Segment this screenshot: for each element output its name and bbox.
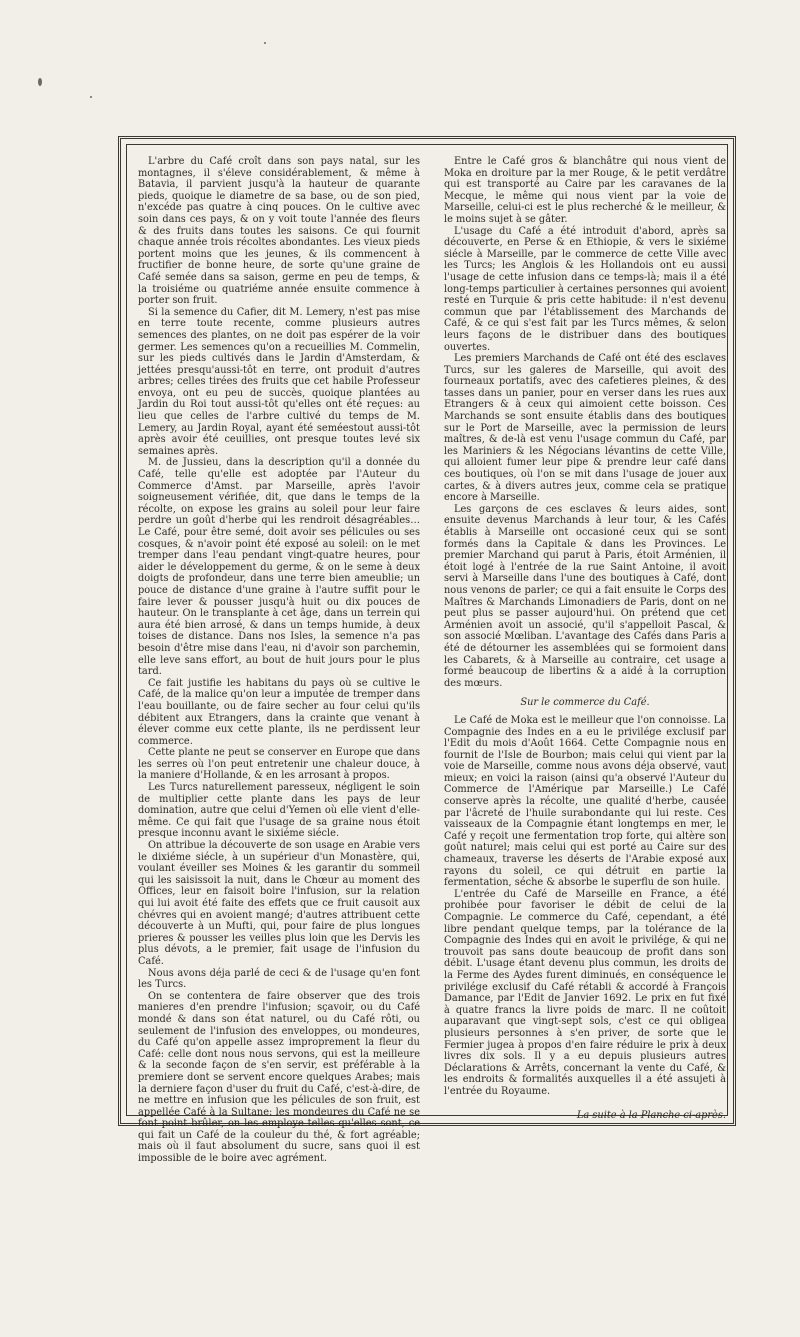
paragraph: Le Café de Moka est le meilleur que l'on connoisse. La Compagnie des Indes en a eu le privilége exclusif par l'Edit du mois d'Août 1664. Cette Compagnie nous en fournit de l'Isle de Bourbon; mais celui qui vient par la voie de Marseille, comme nous avons déja observé, vaut mieux; en voici la raison (ainsi qu'a observé l'Auteur du Commerce de l'Amérique par Marseille.) Le Café conserve après la récolte, une qualité d'herbe, causée par l'âcreté de l'huile surabondante qui lui reste. Ces vaisseaux de la Compagnie étant longtemps en mer, le Café y reçoit une fermentation trop forte, qui altère son goût naturel; mais celui qui est porté au Caire sur des chameaux, traverse les déserts de l'Arabie exposé aux rayons du soleil, ce qui détruit en partie la fermentation, séche & absorbe le superflu de son huile.	[444, 714, 726, 889]
ink-speck	[90, 96, 92, 98]
paragraph: Les garçons de ces esclaves & leurs aides, sont ensuite devenus Marchands à leur tour, & les Cafés établis à Marseille ont occasioné ceux qui se sont formés dans la Capitale & dans les Provinces. Le premier Marchand qui parut à Paris, étoit Arménien, il étoit logé à l'entrée de la rue Saint Antoine, il avoit servi à Marseille dans l'une des boutiques à Café, dont nous venons de parler; ce qui a fait ensuite le Corps des Maîtres & Marchands Limonadiers de Paris, dont on ne peut plus se passer aujourd'hui. On prétend que cet Arménien avoit un associé, qu'il s'appelloit Pascal, & son associé Mœliban. L'avantage des Cafés dans Paris a été de détourner les assemblées qui se formoient dans les Cabarets, & à Marseille au contraire, cet usage a formé beaucoup de libertins & a aidé à la corruption des mœurs.	[444, 503, 726, 689]
paragraph: M. de Jussieu, dans la description qu'il a donnée du Café, telle qu'elle est adoptée par l'Auteur du Commerce d'Amst. par Marseille, après l'avoir soigneusement vérifiée, dit, que dans le temps de la récolte, on expose les grains au soleil pour leur faire perdre un goût d'herbe qui les rendroit désagréables… Le Café, pour être semé, doit avoir ses pélicules ou ses cosques, & n'avoir point été exposé au soleil: on le met tremper dans l'eau pendant vingt-quatre heures, pour aider le développement du germe, & on le seme à deux doigts de profondeur, dans une terre bien ameublie; un pouce de distance d'une graine à l'autre suffit pour le faire lever & pousser jusqu'à huit ou dix pouces de hauteur. On le transplante à cet âge, dans un terrein qui aura été bien arrosé, & dans un temps humide, à deux toises de distance. Dans nos Isles, la semence n'a pas besoin d'être mise dans l'eau, ni d'avoir son parchemin, elle leve sans effort, au bout de huit jours pour le plus tard.	[138, 457, 420, 678]
paragraph: Les premiers Marchands de Café ont été des esclaves Turcs, sur les galeres de Marseille, qui avoit des fourneaux portatifs, avec des cafetieres pleines, & des tasses dans un panier, pour en verser dans les rues aux Etrangers & à ceux qui aimoient cette boisson. Ces Marchands se sont ensuite établis dans des boutiques sur le Port de Marseille, avec la permission de leurs maîtres, & de-là est venu l'usage commun du Café, par les Mariniers & les Négocians lévantins de cette Ville, qui alloient fumer leur pipe & prendre leur café dans ces boutiques, où l'on se mit dans l'usage de jouer aux cartes, & à divers autres jeux, comme cela se pratique encore à Marseille.	[444, 353, 726, 504]
paragraph: On se contentera de faire observer que des trois manieres d'en prendre l'infusion; sçavoir, ou du Café mondé & dans son état naturel, ou du Café rôti, ou seulement de l'infusion des enveloppes, ou mondeures, du Café qu'on appelle assez improprement la fleur du Café: celle dont nous nous servons, qui est la meilleure & la seconde façon de s'en servir, est préférable à la premiere dont se servent encore quelques Arabes; mais la derniere façon d'user du fruit du Café, c'est-à-dire, de ne mettre en infusion que les pélicules de son fruit, est appellée Café à la Sultane: les mondeures du Café ne se font point brûler, on les employe telles qu'elles sont, ce qui fait un Café de la couleur du thé, & fort agréable; mais où il faut absolument du sucre, sans quoi il est impossible de le boire avec agrément.	[138, 990, 420, 1165]
paragraph: L'usage du Café a été introduit d'abord, après sa découverte, en Perse & en Ethiopie, & vers le sixiéme siécle à Marseille, par le commerce de cette Ville avec les Turcs; les Anglois & les Hollandois ont eu aussi l'usage de cette infusion dans ce temps-là; mais il a été long-temps particulier à certaines personnes qui avoient resté en Turquie & pris cette habitude: il n'est devenu commun que par l'établissement des Marchands de Café, & ce qui s'est fait par les Turcs mêmes, & selon leurs façons de le distribuer dans des boutiques ouvertes.	[444, 225, 726, 353]
ink-speck	[264, 42, 266, 44]
paragraph: L'arbre du Café croît dans son pays natal, sur les montagnes, il s'éleve considérablement, & même à Batavia, il parvient jusqu'à la hauteur de quarante pieds, quoique le diametre de sa base, ou de son pied, n'excéde pas quatre à cinq pouces. On le cultive avec soin dans ces pays, & on y voit toute l'année des fleurs & des fruits dans toutes les saisons. Ce qui fournit chaque année trois récoltes abondantes. Les vieux pieds portent moins que les jeunes, & ils commencent à fructifier de bonne heure, de sorte qu'une graine de Café semée dans sa saison, germe en peu de temps, & la troisiéme ou quatriéme année ensuite commence à porter son fruit.	[138, 156, 420, 307]
paragraph: Si la semence du Cafier, dit M. Lemery, n'est pas mise en terre toute recente, comme plusieurs autres semences des plantes, on ne doit pas espérer de la voir germer. Les semences qu'on a recueillies M. Commelin, sur les pieds cultivés dans le Jardin d'Amsterdam, & jettées presqu'aussi-tôt en terre, ont produit d'autres arbres; celles tirées des fruits que cet habile Professeur envoya, ont eu peu de succès, quoique plantées au Jardin du Roi tout aussi-tôt qu'elles ont été reçues: au lieu que celles de l'arbre cultivé du temps de M. Lemery, au Jardin Royal, ayant été seméestout aussi-tôt après avoir été ceuillies, ont presque toutes levé six semaines après.	[138, 306, 420, 457]
continuation-note: La suite à la Planche ci-après.	[576, 1109, 726, 1121]
ink-speck	[38, 78, 42, 86]
paragraph: Cette plante ne peut se conserver en Europe que dans les serres où l'on peut entretenir une chaleur douce, à la maniere d'Hollande, & en les arrosant à propos.	[138, 747, 420, 782]
paragraph: Ce fait justifie les habitans du pays où se cultive le Café, de la malice qu'on leur a imputée de tremper dans l'eau bouillante, ou de faire secher au four celui qu'ils débitent aux Etrangers, dans la crainte que venant à élever comme eux cette plante, ils ne perdissent leur commerce.	[138, 677, 420, 747]
left-text-column	[138, 156, 420, 1165]
section-title: Sur le commerce du Café.	[520, 697, 650, 709]
right-text-column	[444, 156, 726, 1121]
paragraph: Les Turcs naturellement paresseux, négligent le soin de multiplier cette plante dans les pays de leur domination, autre que celui d'Yemen où elle vient d'elle-même. Ce qui fait que l'usage de sa graine nous étoit presque inconnu avant le sixiéme siécle.	[138, 782, 420, 840]
paragraph: Entre le Café gros & blanchâtre qui nous vient de Moka en droiture par la mer Rouge, & le petit verdâtre qui est transporté au Caire par les caravanes de la Mecque, le même qui nous vient par la voie de Marseille, celui-ci est le plus recherché & le meilleur, & le moins sujet à se gâter.	[444, 156, 726, 225]
paragraph: On attribue la découverte de son usage en Arabie vers le dixiéme siécle, à un supérieur d'un Monastère, qui, voulant éveiller ses Moines & les garantir du sommeil qui les saisissoit la nuit, dans le Chœur au moment des Offices, leur en faisoit boire l'infusion, sur la relation qui lui avoit été faite des effets que ce fruit causoit aux chévres qui en avoient mangé; d'autres attribuent cette découverte à un Mufti, qui, pour faire de plus longues prieres & pousser les veilles plus loin que les Dervis les plus dévots, a le premier, fait usage de l'infusion du Café.	[138, 840, 420, 967]
paragraph: Nous avons déja parlé de ceci & de l'usage qu'en font les Turcs.	[138, 967, 420, 991]
paragraph: L'entrée du Café de Marseille en France, a été prohibée pour favoriser le débit de celui de la Compagnie. Le commerce du Café, cependant, a été libre pendant quelque temps, par la tolérance de la Compagnie des Indes qui en avoit le privilége, & qui ne trouvoit pas sans doute beaucoup de profit dans son débit. L'usage étant devenu plus commun, les droits de la Ferme des Aydes furent diminués, en conséquence le privilége exclusif du Café rétabli & accordé à François Damance, par l'Edit de Janvier 1692. Le prix en fut fixé à quatre francs la livre poids de marc. Il ne coûtoit auparavant que vingt-sept sols, c'est ce qui obligea plusieurs personnes à s'en priver, de sorte que le Fermier jugea à propos d'en faire réduire le prix à deux livres dix sols. Il y a eu depuis plusieurs autres Déclarations & Arrêts, concernant la vente du Café, & les endroits & formalités auxquelles il a été assujeti à l'entrée du Royaume.	[444, 888, 726, 1097]
